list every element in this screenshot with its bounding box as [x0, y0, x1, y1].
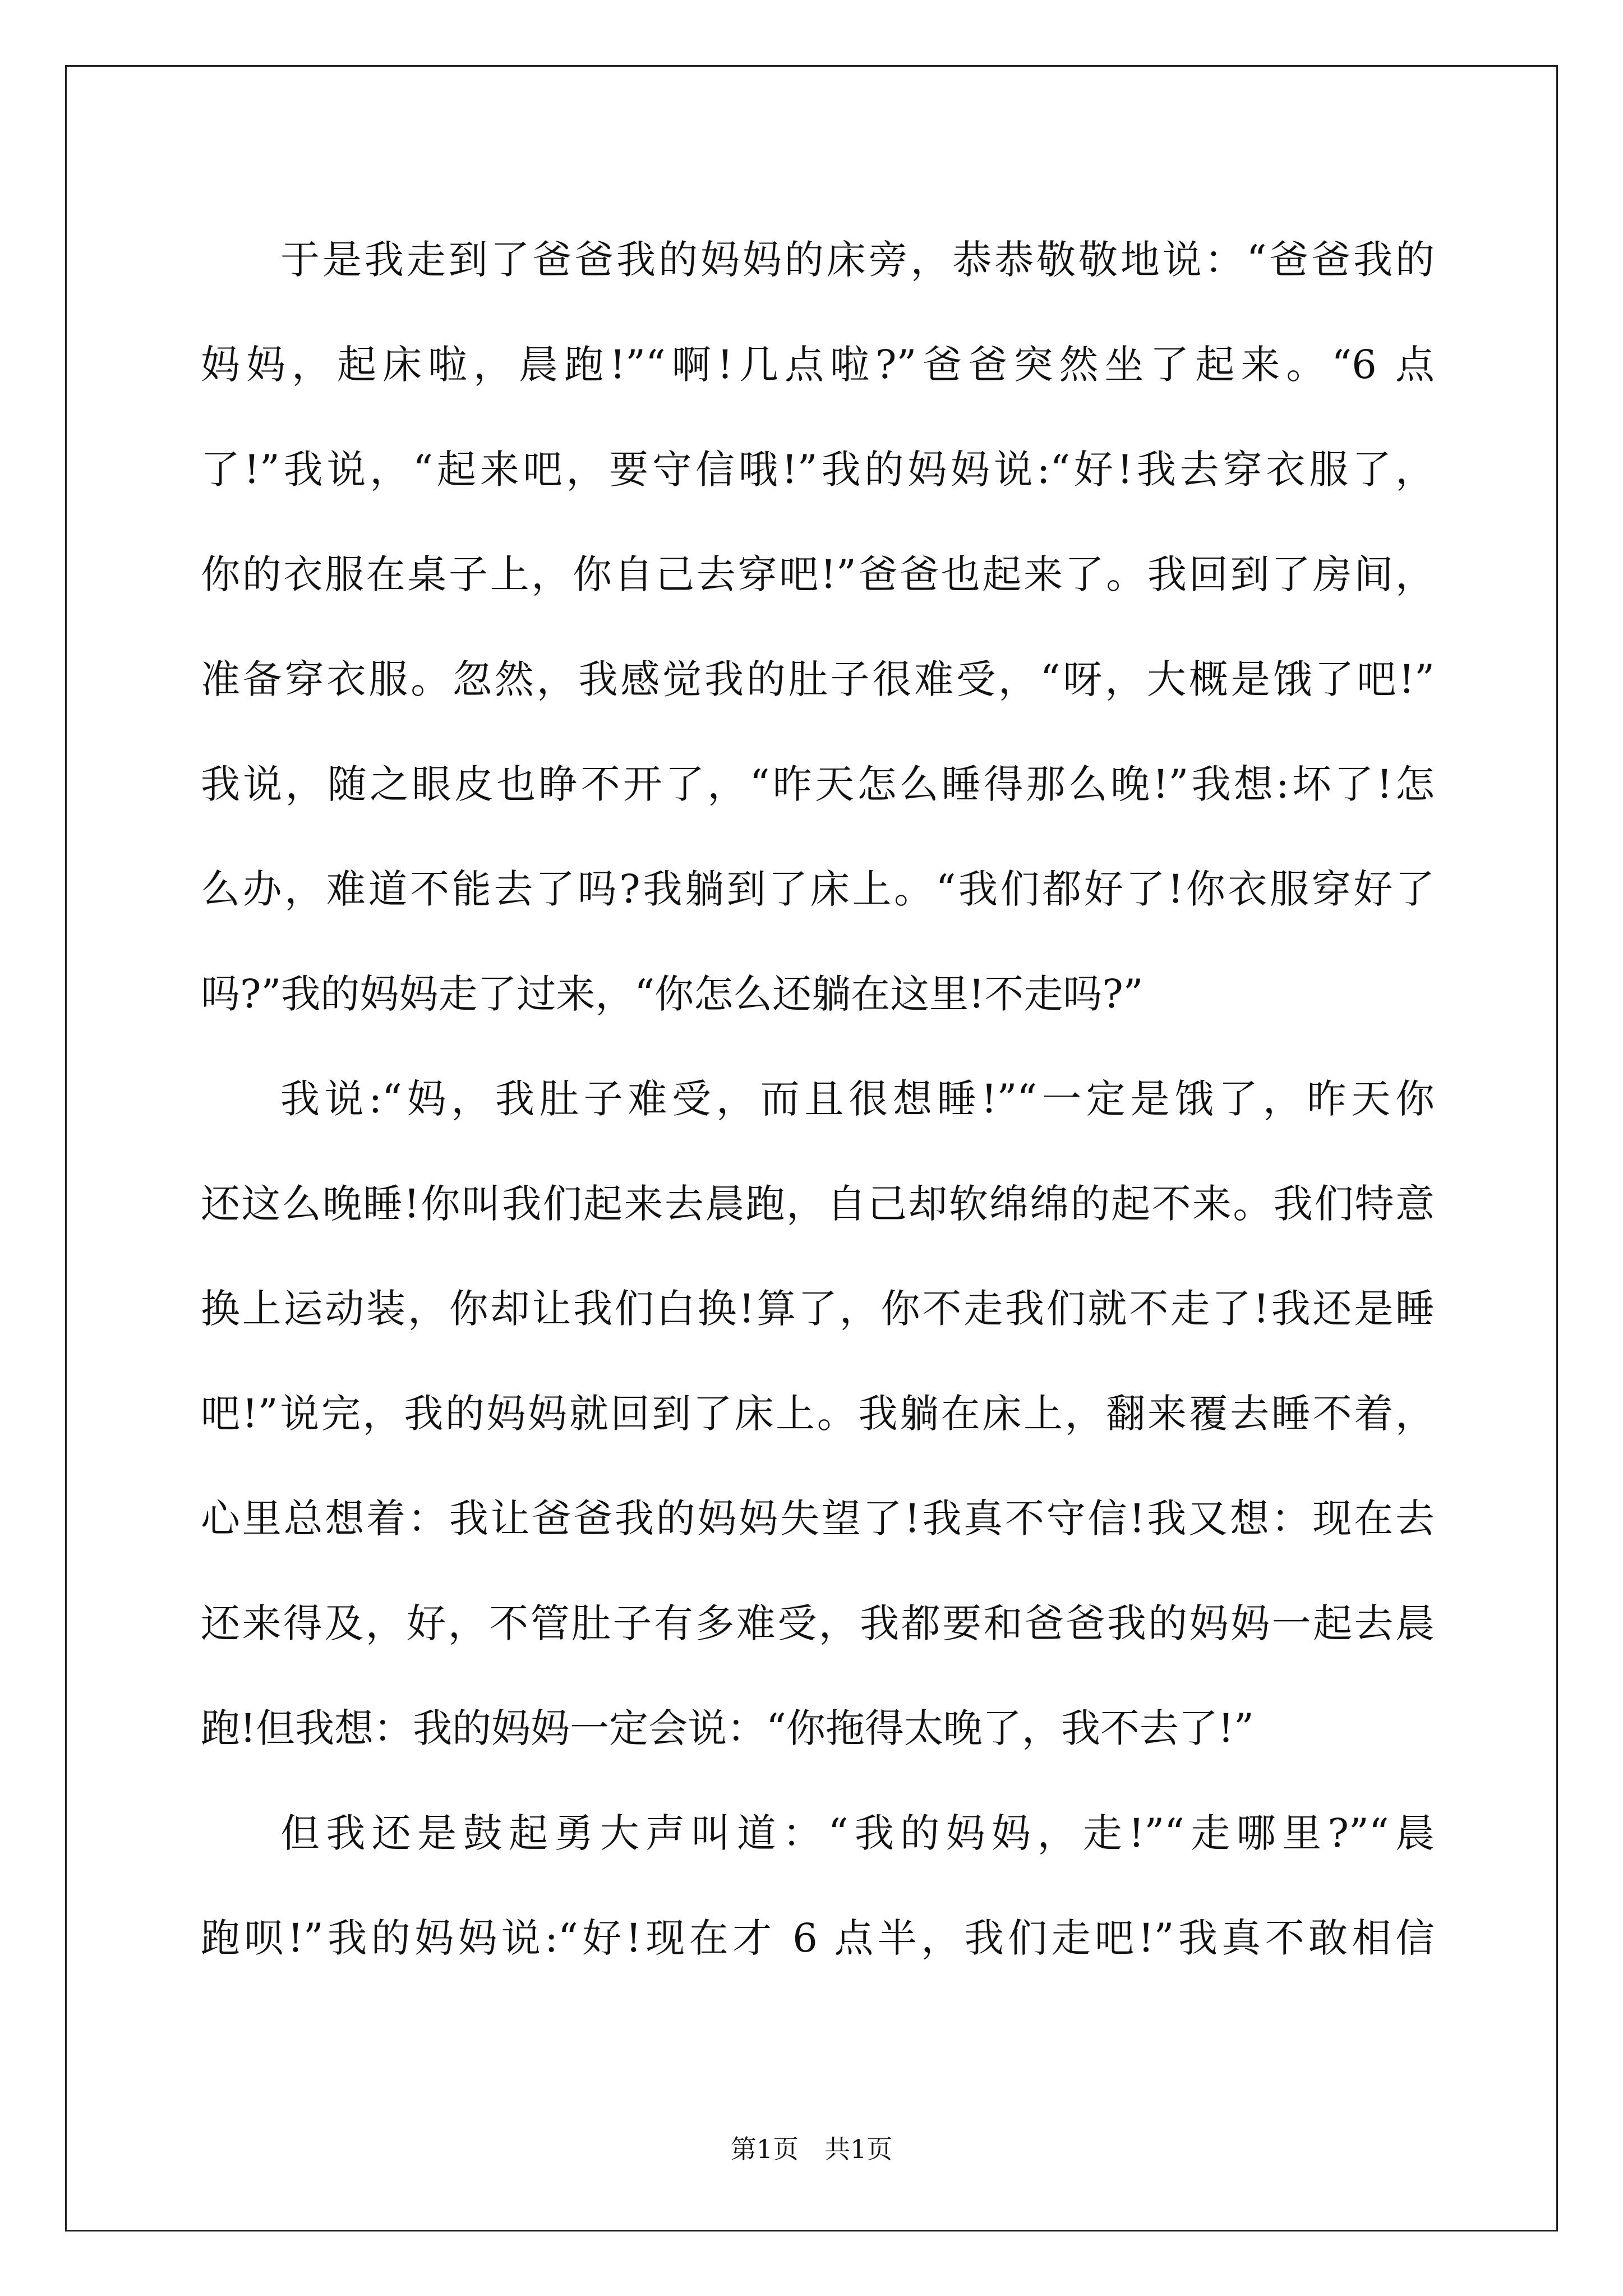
paragraph-2-line-1: 我说:“妈，我肚子难受，而且很想睡!”“一定是饿了，昨天你: [280, 1076, 1435, 1122]
page-number-footer: 第1页 共1页: [730, 2134, 893, 2164]
paragraph-1-line-8: 吗?”我的妈妈走了过来，“你怎么还躺在这里!不走吗?”: [201, 971, 1144, 1017]
paragraph-1-line-4: 你的衣服在桌子上，你自己去穿吧!”爸爸也起来了。我回到了房间，: [201, 551, 1435, 597]
paragraph-1-line-1: 于是我走到了爸爸我的妈妈的床旁，恭恭敬敬地说：“爸爸我的: [280, 237, 1435, 283]
paragraph-3-line-2: 跑呗!”我的妈妈说:“好!现在才 6 点半，我们走吧!”我真不敢相信: [201, 1915, 1435, 1961]
paragraph-1-line-6: 我说，随之眼皮也睁不开了，“昨天怎么睡得那么晚!”我想:坏了!怎: [201, 761, 1435, 807]
paragraph-2-line-7: 跑!但我想：我的妈妈一定会说：“你拖得太晚了，我不去了!”: [201, 1705, 1254, 1751]
paragraph-2-line-3: 换上运动装，你却让我们白换!算了，你不走我们就不走了!我还是睡: [201, 1286, 1435, 1332]
paragraph-2-line-6: 还来得及，好，不管肚子有多难受，我都要和爸爸我的妈妈一起去晨: [201, 1600, 1435, 1646]
paragraph-1-line-5: 准备穿衣服。忽然，我感觉我的肚子很难受，“呀，大概是饿了吧!”: [201, 656, 1435, 702]
paragraph-2-line-5: 心里总想着：我让爸爸我的妈妈失望了!我真不守信!我又想：现在去: [201, 1496, 1435, 1542]
paragraph-1-line-2: 妈妈，起床啦，晨跑!”“啊!几点啦?”爸爸突然坐了起来。“6 点: [201, 342, 1435, 388]
paragraph-1-line-7: 么办，难道不能去了吗?我躺到了床上。“我们都好了!你衣服穿好了: [201, 866, 1435, 912]
paragraph-2-line-2: 还这么晚睡!你叫我们起来去晨跑，自己却软绵绵的起不来。我们特意: [201, 1181, 1435, 1227]
paragraph-1-line-3: 了!”我说，“起来吧，要守信哦!”我的妈妈说:“好!我去穿衣服了，: [201, 447, 1435, 493]
paragraph-3-line-1: 但我还是鼓起勇大声叫道：“我的妈妈，走!”“走哪里?”“晨: [280, 1810, 1435, 1856]
document-body: [201, 208, 1435, 1991]
paragraph-2-line-4: 吧!”说完，我的妈妈就回到了床上。我躺在床上，翻来覆去睡不着，: [201, 1391, 1435, 1437]
